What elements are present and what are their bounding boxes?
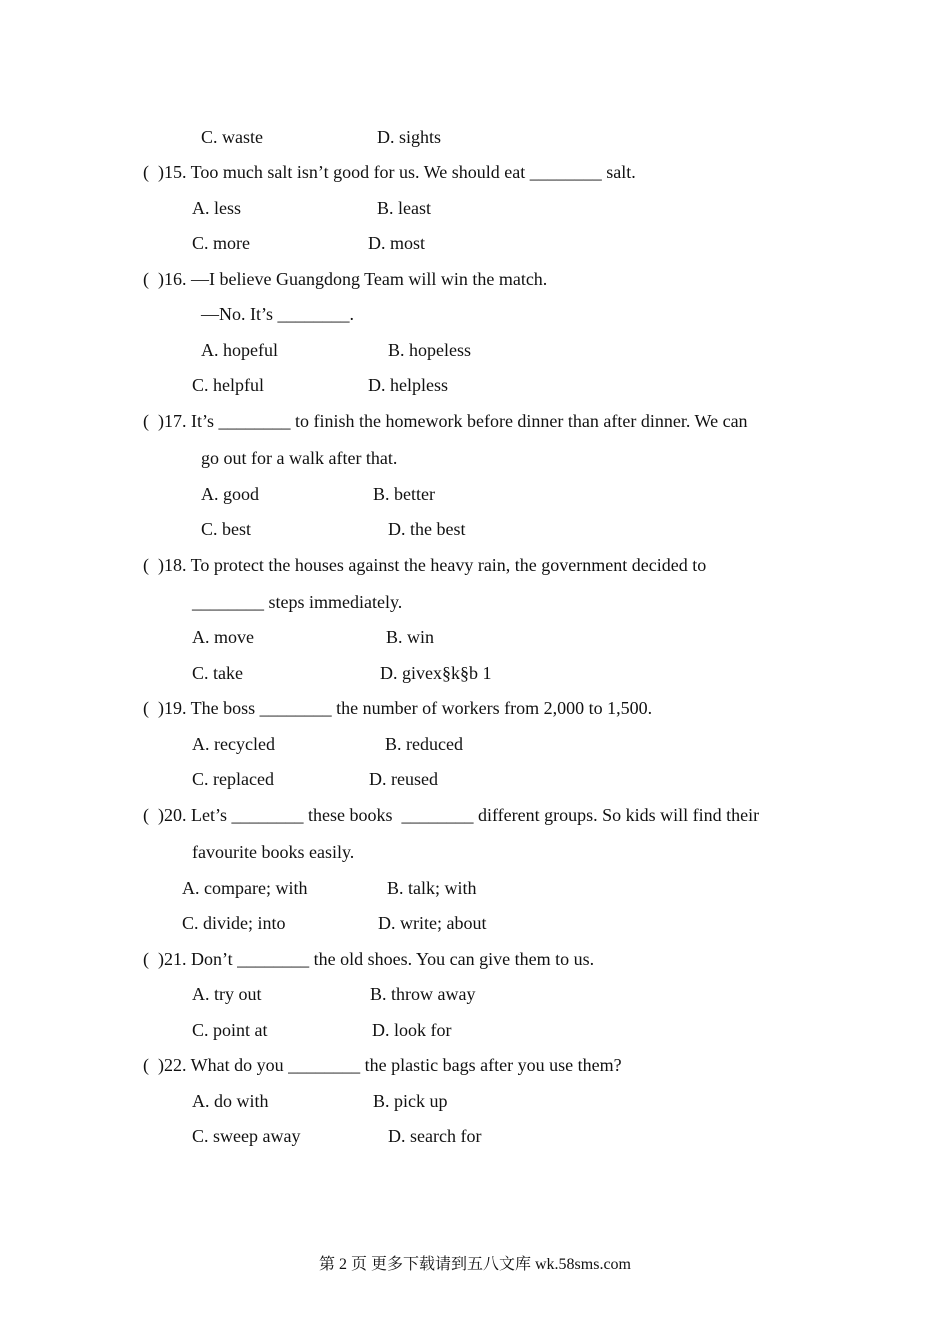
question-17-continuation: go out for a walk after that. — [201, 448, 398, 468]
question-16-response: —No. It’s ________. — [201, 304, 354, 324]
question-18: ( )18. To protect the houses against the heavy rain, the government decided to — [143, 555, 707, 575]
question-20-continuation: favourite books easily. — [192, 842, 355, 862]
option-20-c: C. divide; into — [182, 913, 286, 933]
option-20-a: A. compare; with — [182, 878, 308, 898]
option-19-d: D. reused — [369, 769, 438, 789]
option-17-b: B. better — [373, 484, 435, 504]
question-21: ( )21. Don’t ________ the old shoes. You can give them to us. — [143, 949, 595, 969]
page-footer: 第 2 页 更多下载请到五八文库 wk.58sms.com — [318, 1256, 631, 1273]
option-17-c: C. best — [201, 519, 252, 539]
option-15-a: A. less — [192, 198, 241, 218]
option-21-b: B. throw away — [370, 984, 476, 1004]
question-15: ( )15. Too much salt isn’t good for us. We should eat ________ salt. — [143, 162, 636, 182]
option-21-d: D. look for — [372, 1020, 452, 1040]
option-21-c: C. point at — [192, 1020, 268, 1040]
option-22-b: B. pick up — [373, 1091, 448, 1111]
option-20-b: B. talk; with — [387, 878, 477, 898]
option-14-d: D. sights — [377, 127, 442, 147]
question-18-continuation: ________ steps immediately. — [192, 592, 403, 612]
option-22-d: D. search for — [388, 1126, 482, 1146]
option-17-d: D. the best — [388, 519, 466, 539]
option-18-b: B. win — [386, 627, 435, 647]
option-22-a: A. do with — [192, 1091, 269, 1111]
question-20: ( )20. Let’s ________ these books ________ different groups. So kids will find their — [143, 805, 760, 825]
option-22-c: C. sweep away — [192, 1126, 301, 1146]
question-22: ( )22. What do you ________ the plastic bags after you use them? — [143, 1055, 622, 1075]
option-14-c: C. waste — [201, 127, 263, 147]
option-19-b: B. reduced — [385, 734, 463, 754]
option-19-a: A. recycled — [192, 734, 275, 754]
option-16-d: D. helpless — [368, 375, 448, 395]
option-16-c: C. helpful — [192, 375, 264, 395]
option-15-d: D. most — [368, 233, 426, 253]
option-20-d: D. write; about — [378, 913, 487, 933]
option-15-c: C. more — [192, 233, 250, 253]
option-18-c: C. take — [192, 663, 243, 683]
option-18-a: A. move — [192, 627, 254, 647]
question-19: ( )19. The boss ________ the number of workers from 2,000 to 1,500. — [143, 698, 653, 718]
option-18-d: D. givex§k§b 1 — [380, 663, 492, 683]
option-16-b: B. hopeless — [388, 340, 471, 360]
question-17: ( )17. It’s ________ to finish the homework before dinner than after dinner. We can — [143, 411, 748, 431]
option-15-b: B. least — [377, 198, 431, 218]
option-17-a: A. good — [201, 484, 259, 504]
option-19-c: C. replaced — [192, 769, 274, 789]
option-16-a: A. hopeful — [201, 340, 278, 360]
option-21-a: A. try out — [192, 984, 262, 1004]
question-16: ( )16. —I believe Guangdong Team will win the match. — [143, 269, 548, 289]
